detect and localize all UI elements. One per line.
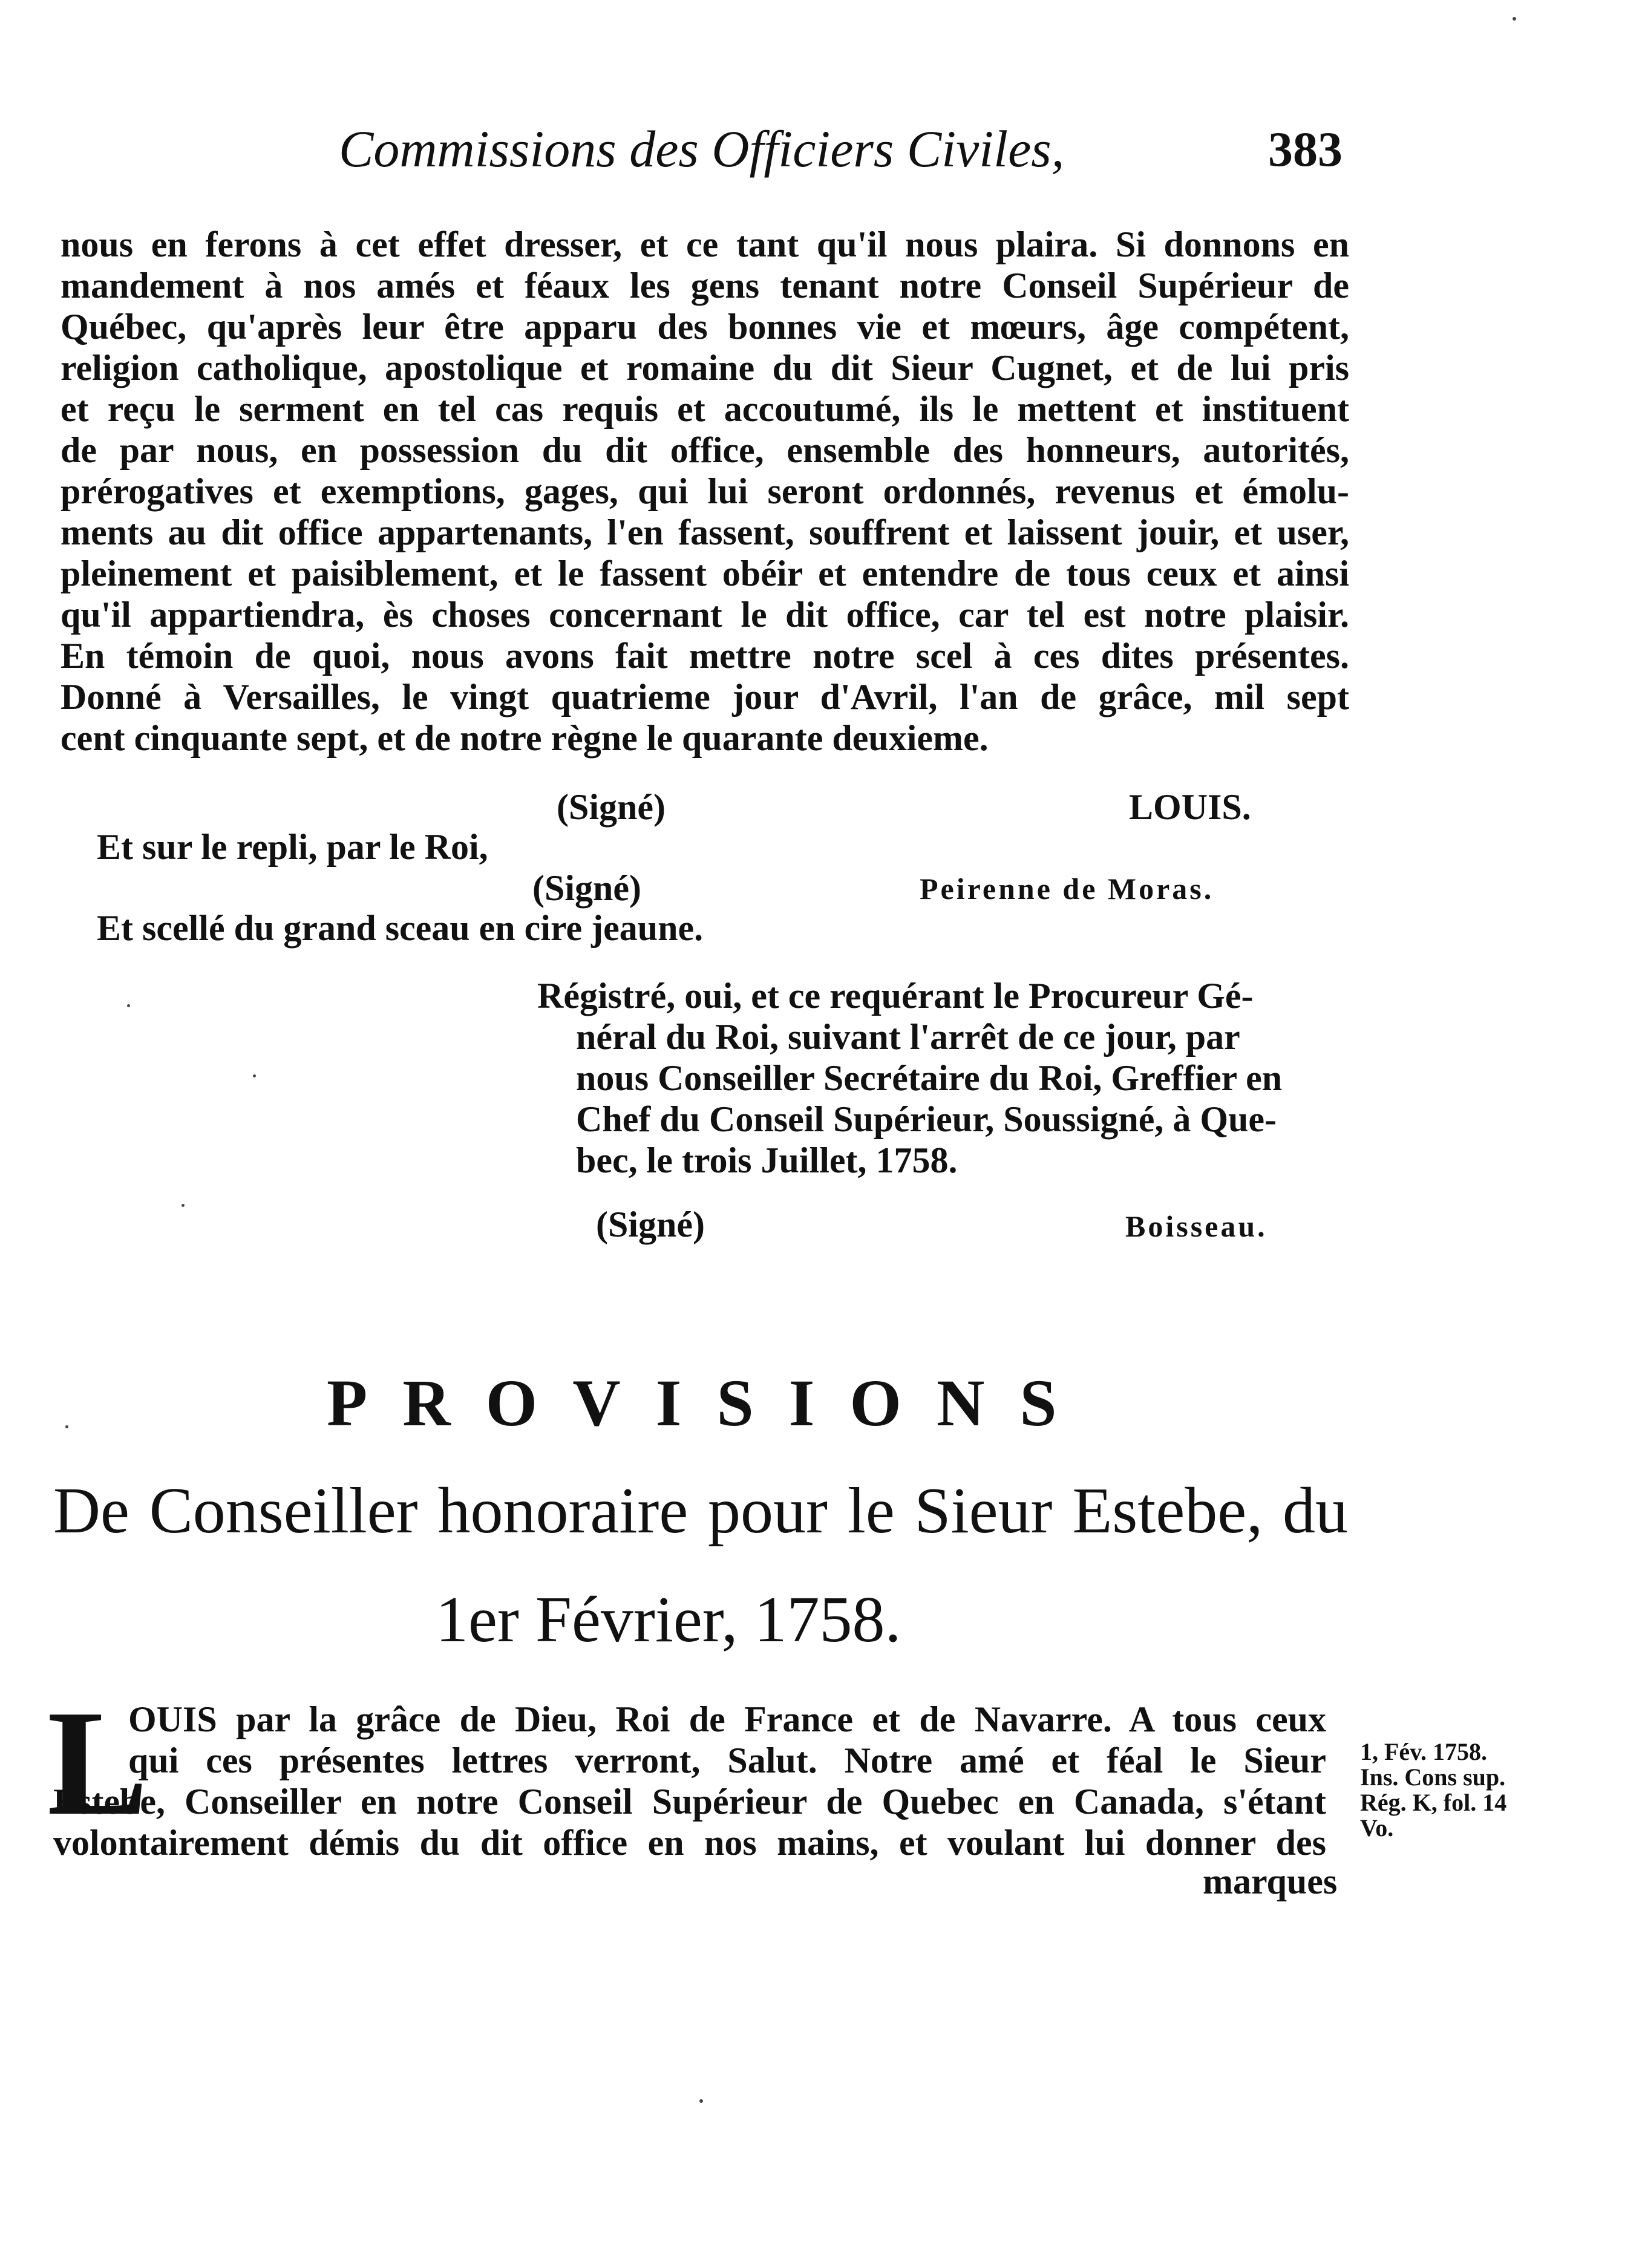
- body-line: religion catholique, apostolique et romaine du dit Sieur Cugnet, et de lui pris: [61, 348, 1349, 388]
- running-title: Commissions des Officiers Civiles,: [339, 120, 1065, 178]
- section-date: 1er Février, 1758.: [436, 1584, 901, 1656]
- body-line: prérogatives et exemptions, gages, qui lui seront ordonnés, revenus et émolu-: [61, 471, 1349, 511]
- margin-note-line: Rég. K, fol. 14: [1360, 1789, 1507, 1816]
- body-line: de par nous, en possession du dit office, ensemble des honneurs, autorités,: [61, 430, 1349, 470]
- provisions-line: volontairement démis du dit office en nos mains, et voulant lui donner des: [53, 1823, 1326, 1863]
- section-title: PROVISIONS: [327, 1366, 1092, 1440]
- body-line: qu'il appartiendra, ès choses concernant le dit office, car tel est notre plaisir.: [61, 595, 1349, 635]
- scan-speck: [65, 1425, 68, 1428]
- body-line: ments au dit office appartenants, l'en fassent, souffrent et laissent jouir, et user,: [61, 512, 1349, 552]
- scan-speck: [253, 1074, 256, 1077]
- registration-line: bec, le trois Juillet, 1758.: [576, 1140, 958, 1180]
- body-line: Donné à Versailles, le vingt quatrieme jour d'Avril, l'an de grâce, mil sept: [61, 677, 1349, 717]
- catchword: marques: [1203, 1861, 1338, 1901]
- body-line: cent cinquante sept, et de notre règne le quarante deuxieme.: [61, 718, 989, 758]
- body-line: et reçu le serment en tel cas requis et accoutumé, ils le mettent et instituent: [61, 389, 1349, 429]
- repli-text: Et sur le repli, par le Roi,: [97, 827, 488, 867]
- signer-moras: Peirenne de Moras.: [920, 872, 1214, 906]
- drop-cap: L: [47, 1679, 148, 1847]
- signe-label: (Signé): [557, 787, 666, 827]
- registration-line: Chef du Conseil Supérieur, Soussigné, à Que-: [576, 1099, 1277, 1139]
- registration-line: néral du Roi, suivant l'arrêt de ce jour, par: [576, 1017, 1240, 1057]
- seal-text: Et scellé du grand sceau en cire jeaune.: [97, 908, 704, 948]
- margin-note-line: 1, Fév. 1758.: [1360, 1738, 1487, 1765]
- section-subtitle: De Conseiller honoraire pour le Sieur Estebe, du: [53, 1475, 1348, 1547]
- signer-louis: LOUIS.: [1129, 787, 1251, 827]
- margin-note-line: Ins. Cons sup.: [1360, 1763, 1506, 1791]
- registration-line: nous Conseiller Secrétaire du Roi, Greffier en: [576, 1058, 1283, 1098]
- signer-boisseau: Boisseau.: [1125, 1209, 1267, 1243]
- scan-speck: [182, 1204, 185, 1207]
- body-line: pleinement et paisiblement, et le fassent obéir et entendre de tous ceux et ainsi: [61, 554, 1349, 593]
- body-line: nous en ferons à cet effet dresser, et ce tant qu'il nous plaira. Si donnons en: [61, 224, 1349, 264]
- signe-label: (Signé): [596, 1204, 705, 1244]
- scan-speck: [1513, 17, 1516, 21]
- provisions-line: qui ces présentes lettres verront, Salut. Notre amé et féal le Sieur: [128, 1740, 1326, 1780]
- body-line: Québec, qu'après leur être apparu des bonnes vie et mœurs, âge compétent,: [61, 307, 1349, 347]
- body-line: mandement à nos amés et féaux les gens tenant notre Conseil Supérieur de: [61, 266, 1349, 306]
- margin-note-line: Vo.: [1360, 1814, 1394, 1842]
- provisions-line: OUIS par la grâce de Dieu, Roi de France et de Navarre. A tous ceux: [128, 1699, 1326, 1739]
- provisions-line: Estebe, Conseiller en notre Conseil Supérieur de Quebec en Canada, s'étant: [53, 1782, 1326, 1822]
- scan-speck: [127, 1004, 130, 1007]
- scan-speck: [699, 2099, 703, 2103]
- body-line: En témoin de quoi, nous avons fait mettre notre scel à ces dites présentes.: [61, 636, 1349, 676]
- page-number: 383: [1268, 122, 1343, 177]
- registration-line: Régistré, oui, et ce requérant le Procureur Gé-: [537, 976, 1254, 1016]
- signe-label: (Signé): [532, 868, 641, 908]
